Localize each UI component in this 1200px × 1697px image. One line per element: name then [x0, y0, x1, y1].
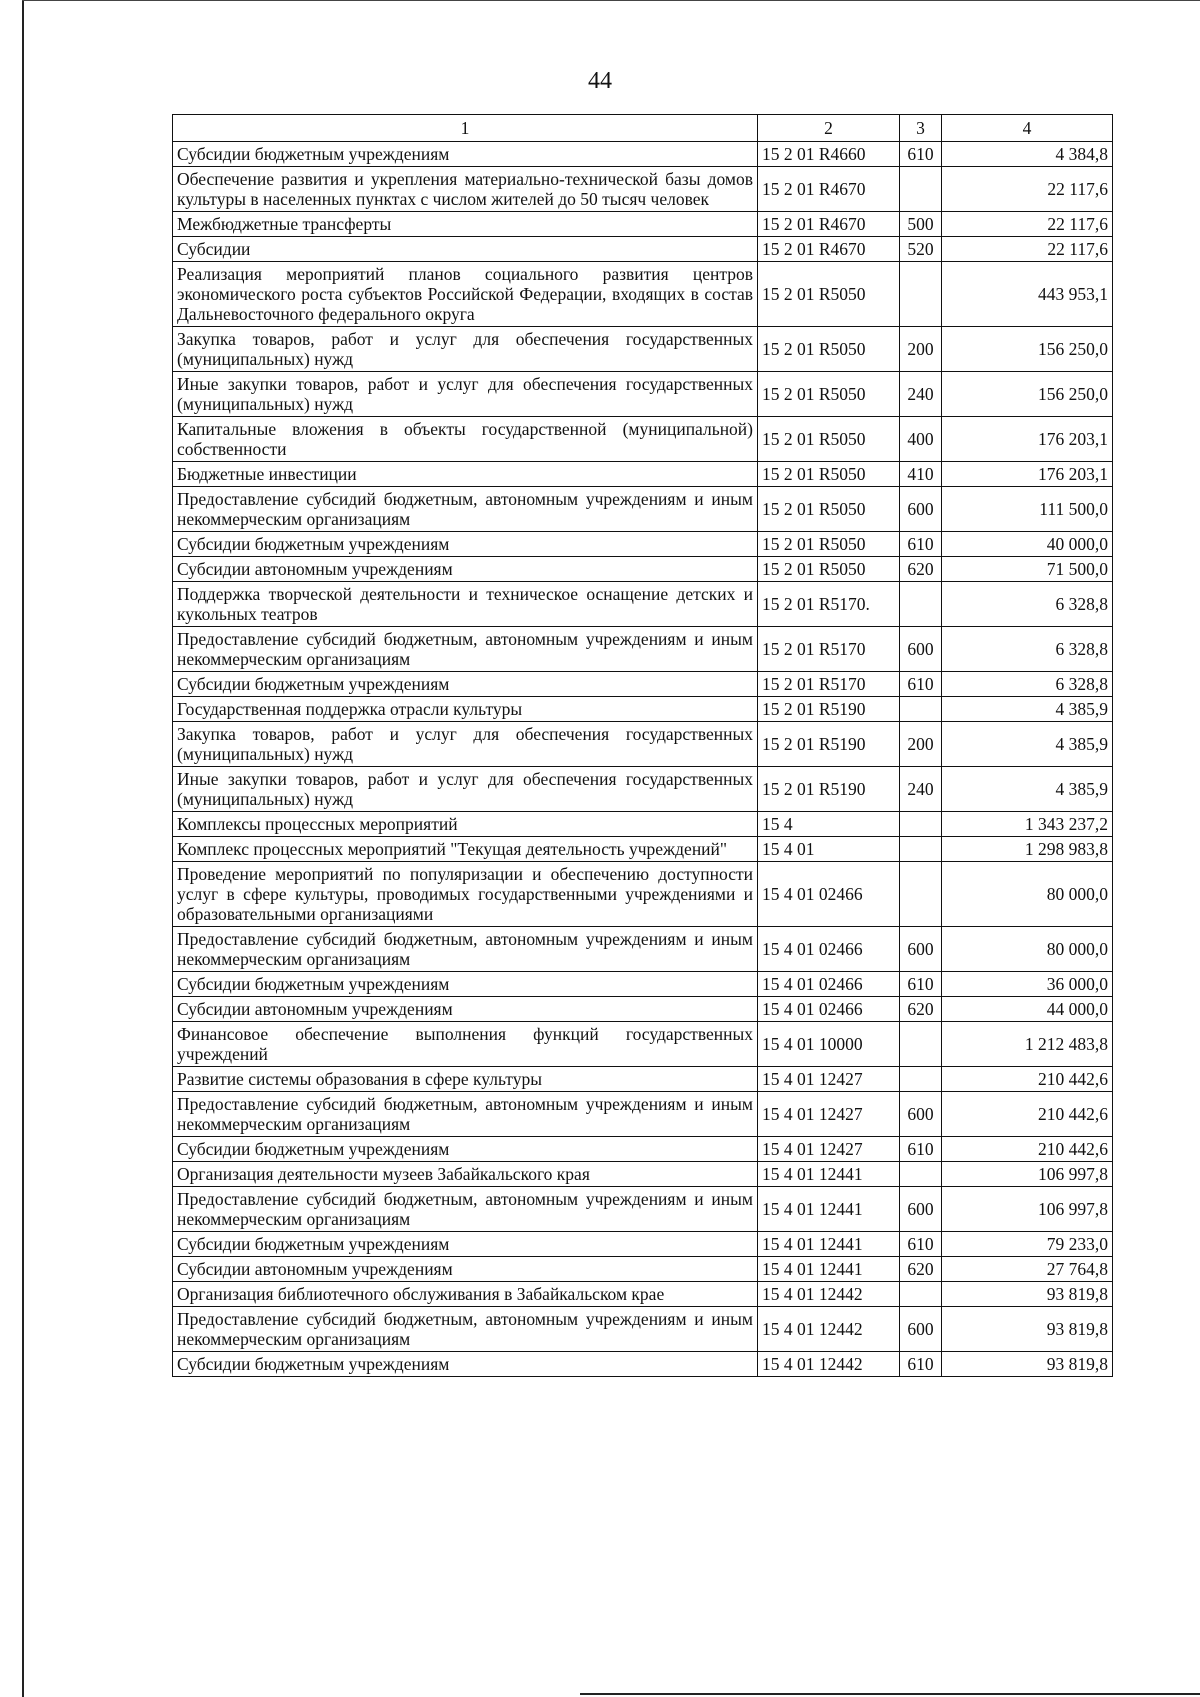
cell-type: 610 — [900, 1352, 942, 1377]
table-row — [173, 557, 1113, 582]
table-row — [173, 262, 1113, 327]
cell-name: Субсидии автономным учреждениям — [173, 557, 758, 582]
table-row — [173, 142, 1113, 167]
table-header — [173, 115, 1113, 142]
cell-code: 15 2 01 R5050 — [758, 327, 900, 372]
cell-amount: 176 203,1 — [942, 462, 1113, 487]
table-row — [173, 582, 1113, 627]
cell-name: Субсидии бюджетным учреждениям — [173, 1352, 758, 1377]
cell-code: 15 4 01 10000 — [758, 1022, 900, 1067]
cell-type: 620 — [900, 997, 942, 1022]
cell-type: 600 — [900, 487, 942, 532]
cell-name: Субсидии бюджетным учреждениям — [173, 972, 758, 997]
cell-type: 610 — [900, 1232, 942, 1257]
page-number: 44 — [588, 68, 612, 94]
cell-code: 15 2 01 R4670 — [758, 212, 900, 237]
cell-amount: 1 212 483,8 — [942, 1022, 1113, 1067]
cell-type — [900, 262, 942, 327]
cell-type: 600 — [900, 1187, 942, 1232]
table-row — [173, 1137, 1113, 1162]
cell-amount: 1 298 983,8 — [942, 837, 1113, 862]
cell-code: 15 2 01 R5050 — [758, 262, 900, 327]
cell-amount: 93 819,8 — [942, 1282, 1113, 1307]
cell-name: Закупка товаров, работ и услуг для обеспечения государственных (муниципальных) нужд — [173, 327, 758, 372]
table-row — [173, 1232, 1113, 1257]
cell-code: 15 4 01 12441 — [758, 1162, 900, 1187]
cell-type: 520 — [900, 237, 942, 262]
table-row — [173, 1162, 1113, 1187]
table-row — [173, 487, 1113, 532]
cell-code: 15 2 01 R4670 — [758, 237, 900, 262]
cell-code: 15 4 01 02466 — [758, 862, 900, 927]
table-row — [173, 167, 1113, 212]
cell-amount: 106 997,8 — [942, 1162, 1113, 1187]
cell-name: Комплекс процессных мероприятий "Текущая деятельность учреждений" — [173, 837, 758, 862]
cell-name: Предоставление субсидий бюджетным, автономным учреждениям и иным некоммерческим организациям — [173, 1092, 758, 1137]
cell-code: 15 2 01 R4660 — [758, 142, 900, 167]
cell-type: 400 — [900, 417, 942, 462]
cell-code: 15 2 01 R5050 — [758, 372, 900, 417]
cell-amount: 4 384,8 — [942, 142, 1113, 167]
cell-type: 610 — [900, 1137, 942, 1162]
cell-type — [900, 1022, 942, 1067]
table-row — [173, 672, 1113, 697]
cell-name: Обеспечение развития и укрепления материально-технической базы домов культуры в населенных пунктах с числом жителей до 50 тысяч человек — [173, 167, 758, 212]
header-col-1: 1 — [173, 115, 758, 142]
cell-code: 15 2 01 R5190 — [758, 722, 900, 767]
cell-name: Государственная поддержка отрасли культуры — [173, 697, 758, 722]
cell-amount: 80 000,0 — [942, 862, 1113, 927]
cell-type — [900, 862, 942, 927]
cell-code: 15 4 01 12441 — [758, 1187, 900, 1232]
table-row — [173, 1307, 1113, 1352]
cell-code: 15 2 01 R5050 — [758, 557, 900, 582]
cell-type: 600 — [900, 1307, 942, 1352]
table-row — [173, 462, 1113, 487]
cell-type: 610 — [900, 972, 942, 997]
cell-type: 610 — [900, 672, 942, 697]
cell-amount: 156 250,0 — [942, 327, 1113, 372]
cell-type: 600 — [900, 1092, 942, 1137]
cell-amount: 111 500,0 — [942, 487, 1113, 532]
cell-code: 15 4 01 12427 — [758, 1137, 900, 1162]
table-row — [173, 372, 1113, 417]
cell-code: 15 4 01 12427 — [758, 1092, 900, 1137]
cell-name: Субсидии автономным учреждениям — [173, 1257, 758, 1282]
cell-type: 200 — [900, 327, 942, 372]
cell-name: Организация деятельности музеев Забайкальского края — [173, 1162, 758, 1187]
table-row — [173, 972, 1113, 997]
table-row — [173, 812, 1113, 837]
cell-code: 15 2 01 R5190 — [758, 697, 900, 722]
cell-name: Капитальные вложения в объекты государственной (муниципальной) собственности — [173, 417, 758, 462]
table-row — [173, 1282, 1113, 1307]
cell-name: Субсидии бюджетным учреждениям — [173, 1232, 758, 1257]
cell-amount: 6 328,8 — [942, 672, 1113, 697]
header-col-4: 4 — [942, 115, 1113, 142]
cell-type: 610 — [900, 142, 942, 167]
table-body — [173, 142, 1113, 1377]
header-col-2: 2 — [758, 115, 900, 142]
scan-top-edge — [22, 0, 1200, 1]
cell-amount: 4 385,9 — [942, 722, 1113, 767]
table-row — [173, 927, 1113, 972]
cell-amount: 71 500,0 — [942, 557, 1113, 582]
header-row — [173, 115, 1113, 142]
table-row — [173, 997, 1113, 1022]
table-row — [173, 1022, 1113, 1067]
table-row — [173, 532, 1113, 557]
table-row — [173, 1092, 1113, 1137]
cell-name: Субсидии бюджетным учреждениям — [173, 142, 758, 167]
cell-amount: 210 442,6 — [942, 1092, 1113, 1137]
cell-code: 15 4 — [758, 812, 900, 837]
cell-name: Предоставление субсидий бюджетным, автономным учреждениям и иным некоммерческим организациям — [173, 487, 758, 532]
cell-amount: 93 819,8 — [942, 1307, 1113, 1352]
cell-name: Комплексы процессных мероприятий — [173, 812, 758, 837]
cell-amount: 443 953,1 — [942, 262, 1113, 327]
scan-left-edge — [22, 0, 24, 1697]
cell-amount: 36 000,0 — [942, 972, 1113, 997]
cell-amount: 6 328,8 — [942, 627, 1113, 672]
cell-name: Реализация мероприятий планов социального развития центров экономического роста субъектов Российской Федерации, входящих в состав Дальневосточного федерального округа — [173, 262, 758, 327]
cell-type: 620 — [900, 1257, 942, 1282]
cell-amount: 22 117,6 — [942, 167, 1113, 212]
cell-code: 15 4 01 12441 — [758, 1257, 900, 1282]
cell-name: Развитие системы образования в сфере культуры — [173, 1067, 758, 1092]
table-row — [173, 417, 1113, 462]
cell-amount: 44 000,0 — [942, 997, 1113, 1022]
cell-type: 200 — [900, 722, 942, 767]
cell-name: Иные закупки товаров, работ и услуг для обеспечения государственных (муниципальных) нужд — [173, 372, 758, 417]
cell-type — [900, 812, 942, 837]
cell-type: 620 — [900, 557, 942, 582]
cell-name: Организация библиотечного обслуживания в Забайкальском крае — [173, 1282, 758, 1307]
cell-name: Предоставление субсидий бюджетным, автономным учреждениям и иным некоммерческим организациям — [173, 1307, 758, 1352]
cell-code: 15 4 01 12441 — [758, 1232, 900, 1257]
cell-name: Субсидии автономным учреждениям — [173, 997, 758, 1022]
cell-name: Межбюджетные трансферты — [173, 212, 758, 237]
cell-name: Предоставление субсидий бюджетным, автономным учреждениям и иным некоммерческим организациям — [173, 627, 758, 672]
header-col-3: 3 — [900, 115, 942, 142]
cell-amount: 79 233,0 — [942, 1232, 1113, 1257]
cell-type: 600 — [900, 927, 942, 972]
table-row — [173, 767, 1113, 812]
cell-code: 15 2 01 R5050 — [758, 532, 900, 557]
table-row — [173, 1067, 1113, 1092]
cell-amount: 156 250,0 — [942, 372, 1113, 417]
cell-amount: 22 117,6 — [942, 237, 1113, 262]
budget-table — [172, 114, 1113, 1377]
cell-name: Бюджетные инвестиции — [173, 462, 758, 487]
cell-name: Субсидии — [173, 237, 758, 262]
cell-amount: 27 764,8 — [942, 1257, 1113, 1282]
cell-type — [900, 1282, 942, 1307]
cell-code: 15 4 01 12427 — [758, 1067, 900, 1092]
cell-code: 15 4 01 12442 — [758, 1352, 900, 1377]
cell-code: 15 4 01 02466 — [758, 972, 900, 997]
table-row — [173, 1187, 1113, 1232]
cell-type — [900, 167, 942, 212]
cell-code: 15 4 01 12442 — [758, 1307, 900, 1352]
cell-code: 15 2 01 R5190 — [758, 767, 900, 812]
cell-code: 15 2 01 R5170. — [758, 582, 900, 627]
cell-amount: 4 385,9 — [942, 697, 1113, 722]
table-row — [173, 627, 1113, 672]
cell-name: Проведение мероприятий по популяризации и обеспечению доступности услуг в сфере культуры, проводимых государственными учреждениями и образовательными организациями — [173, 862, 758, 927]
cell-code: 15 2 01 R5170 — [758, 627, 900, 672]
cell-amount: 6 328,8 — [942, 582, 1113, 627]
cell-name: Предоставление субсидий бюджетным, автономным учреждениям и иным некоммерческим организациям — [173, 1187, 758, 1232]
cell-type — [900, 582, 942, 627]
table-row — [173, 327, 1113, 372]
cell-type: 610 — [900, 532, 942, 557]
cell-code: 15 2 01 R5050 — [758, 487, 900, 532]
cell-type: 600 — [900, 627, 942, 672]
table-row — [173, 1257, 1113, 1282]
table-row — [173, 722, 1113, 767]
cell-name: Поддержка творческой деятельности и техническое оснащение детских и кукольных театров — [173, 582, 758, 627]
cell-name: Закупка товаров, работ и услуг для обеспечения государственных (муниципальных) нужд — [173, 722, 758, 767]
cell-type — [900, 1067, 942, 1092]
cell-amount: 210 442,6 — [942, 1067, 1113, 1092]
cell-code: 15 4 01 — [758, 837, 900, 862]
cell-code: 15 4 01 02466 — [758, 997, 900, 1022]
cell-name: Субсидии бюджетным учреждениям — [173, 1137, 758, 1162]
cell-type: 240 — [900, 767, 942, 812]
cell-type: 240 — [900, 372, 942, 417]
cell-amount: 80 000,0 — [942, 927, 1113, 972]
cell-code: 15 2 01 R4670 — [758, 167, 900, 212]
cell-type — [900, 837, 942, 862]
scan-bottom-edge — [580, 1693, 1200, 1695]
cell-amount: 1 343 237,2 — [942, 812, 1113, 837]
table-row — [173, 837, 1113, 862]
cell-amount: 40 000,0 — [942, 532, 1113, 557]
cell-code: 15 2 01 R5170 — [758, 672, 900, 697]
cell-amount: 93 819,8 — [942, 1352, 1113, 1377]
table-row — [173, 237, 1113, 262]
cell-type: 410 — [900, 462, 942, 487]
cell-code: 15 4 01 12442 — [758, 1282, 900, 1307]
cell-code: 15 4 01 02466 — [758, 927, 900, 972]
cell-name: Субсидии бюджетным учреждениям — [173, 532, 758, 557]
table-row — [173, 1352, 1113, 1377]
cell-code: 15 2 01 R5050 — [758, 417, 900, 462]
table-row — [173, 862, 1113, 927]
cell-name: Финансовое обеспечение выполнения функций государственных учреждений — [173, 1022, 758, 1067]
cell-type: 500 — [900, 212, 942, 237]
cell-name: Предоставление субсидий бюджетным, автономным учреждениям и иным некоммерческим организациям — [173, 927, 758, 972]
cell-type — [900, 1162, 942, 1187]
cell-amount: 106 997,8 — [942, 1187, 1113, 1232]
table-row — [173, 697, 1113, 722]
cell-amount: 4 385,9 — [942, 767, 1113, 812]
cell-amount: 22 117,6 — [942, 212, 1113, 237]
cell-amount: 210 442,6 — [942, 1137, 1113, 1162]
cell-amount: 176 203,1 — [942, 417, 1113, 462]
table-row — [173, 212, 1113, 237]
cell-name: Субсидии бюджетным учреждениям — [173, 672, 758, 697]
cell-code: 15 2 01 R5050 — [758, 462, 900, 487]
cell-type — [900, 697, 942, 722]
cell-name: Иные закупки товаров, работ и услуг для обеспечения государственных (муниципальных) нужд — [173, 767, 758, 812]
